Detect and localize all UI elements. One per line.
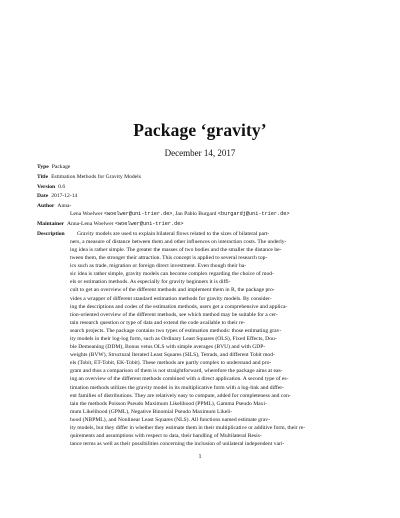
field-date-value: 2017-12-14	[51, 193, 78, 200]
field-description-label: Description	[37, 230, 65, 237]
author-separator: , Jan Pablo Burgard	[172, 211, 218, 218]
field-description	[37, 230, 365, 449]
description-line: ing an overview of the different methods combined with a direct application. A second type of es-	[70, 376, 289, 383]
field-version-label: Version	[37, 183, 56, 190]
field-title-label: Title	[37, 173, 49, 180]
description-line: ing idea is rather simple. The greater the masses of two bodies and the smaller the distance be-	[70, 246, 282, 253]
author-name-1: Lena Woelwer	[70, 211, 104, 218]
field-type-label: Type	[37, 164, 49, 170]
description-line: search projects. The package contains two types of estimation methods: those estimating grav-	[70, 327, 282, 334]
description-line: hood (NBPML), and Nonlinear Least Squares (NLS). All functions named estimate grav-	[70, 416, 270, 423]
description-line: tion-oriented overview of the different methods, see which method may be suitable for a cer-	[70, 311, 278, 318]
field-version	[37, 183, 365, 191]
field-date-label: Date	[37, 193, 49, 200]
description-line: sic idea is rather simple, gravity models can become complex regarding the choice of mod-	[70, 271, 274, 278]
description-line: ics such as trade, migration or foreign direct investment. Even though their ba-	[70, 263, 247, 270]
description-line: mum Likelihood (GPML), Negative Binomial Pseudo Maximum Likeli-	[70, 408, 233, 415]
description-line: weights (BVW), Structural Iterated Least Squares (SILS), Tetrads, and different Tobit mod-	[70, 352, 275, 359]
description-line: ble Demeaning (DDM), Bonus vetus OLS with simple averages (BVU) and with GDP-	[70, 344, 266, 351]
field-title	[37, 173, 365, 181]
document-title: Package ‘gravity’	[133, 120, 267, 140]
description-line: tain the methods Poisson Pseudo Maximum Likelihood (PPML), Gamma Pseudo Maxi-	[70, 400, 267, 407]
description-line: tance terms as well as their possibilities concerning the inclusion of unilateral independent vari-	[70, 441, 285, 448]
description-line: cult to get an overview of the different methods and implement them in R, the package pro-	[70, 287, 275, 294]
maintainer-name: Anna-Lena Woelwer	[67, 221, 115, 227]
description-line: quirements and assumptions with respect to data, their handling of Multilateral Resis-	[70, 433, 262, 440]
package-fields	[37, 163, 365, 448]
author-email-2: <burgardj@uni-trier.de>	[217, 211, 290, 218]
field-author-line2	[37, 210, 365, 218]
field-date	[37, 192, 365, 200]
description-text	[37, 230, 365, 449]
field-author	[37, 202, 365, 218]
field-author-line1: Anna-	[57, 203, 72, 210]
description-line: ing the descriptions and codes of the estimation methods, users get a comprehensive and applica-	[70, 303, 288, 310]
field-author-label: Author	[37, 203, 55, 210]
field-maintainer-label: Maintainer	[37, 221, 65, 227]
description-line: timation methods utilizes the gravity model in its multiplicative form with a log-link and differ-	[70, 384, 284, 391]
description-line: ent families of distributions. They are relatively easy to compute, added for completeness and con-	[70, 392, 291, 399]
description-line: Gravity models are used to explain bilateral flows related to the sizes of bilateral part-	[77, 230, 270, 237]
description-line: ity models, but they differ in whether they estimate them in their multiplicative or additive form, their re-	[70, 425, 306, 432]
author-email-1: <woelwer@uni-trier.de>	[103, 211, 173, 218]
field-type	[37, 163, 365, 171]
description-line: els (Tobit, ET-Tobit, EK-Tobit). These methods are partly complex to understand and pro-	[70, 360, 272, 367]
description-line: els or estimation methods. As especially for gravity beginners it is diffi-	[70, 279, 231, 286]
maintainer-email: <woelwer@uni-trier.de>	[114, 221, 184, 227]
description-line: tween them, the stronger their attraction. This concept is applied to several research top-	[70, 255, 268, 262]
field-title-value: Estimation Methods for Gravity Models	[51, 173, 141, 180]
description-line: ners, a measure of distance between them and other influences on interaction costs. The underly-	[70, 238, 287, 245]
page-number: 1	[198, 454, 202, 460]
description-line: ity models in their log-log form, such as Ordinary Least Squares (OLS), Fixed Effects, Dou-	[70, 336, 277, 342]
description-line: tain research question or type of data and extend the code available to their re-	[70, 319, 246, 326]
document-date: December 14, 2017	[164, 148, 236, 158]
description-line: gram and thus a comparison of them is not straightforward, wherefore the package aims at eas-	[70, 368, 283, 375]
field-type-value: Package	[51, 164, 71, 170]
field-maintainer	[37, 220, 365, 228]
field-version-value: 0.6	[58, 183, 66, 190]
description-line: vides a wrapper of different standard estimation methods for gravity models. By consider-	[70, 295, 272, 302]
